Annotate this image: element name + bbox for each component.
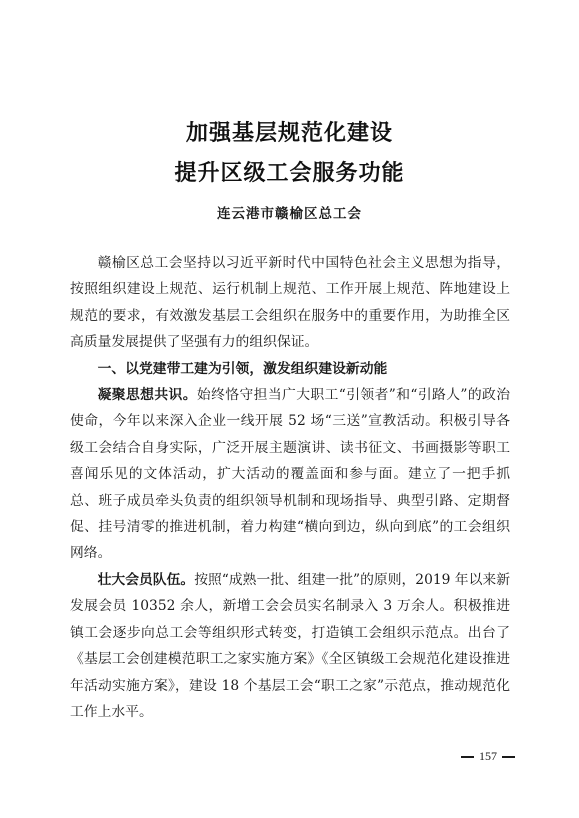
paragraph-lead-phrase: 凝聚思想共识。: [97, 387, 197, 404]
document-title-line-1: 加强基层规范化建设: [185, 120, 393, 146]
body-paragraph: [70, 382, 510, 567]
page-number-right-dash: [502, 756, 515, 758]
paragraph-text: 按照“成熟一批、组建一批”的原则，2019 年以来新发展会员 10352 余人，新增工会会员实名制录入 3 万余人。积极推进镇工会逐步向总工会等组织形式转变，打造镇工会组织示范点。出台了《基层工会创建模范职工之家实施方案》《全区镇级工会规范化建设推进年活动实施方案》，建设 18 个基层工会“职工之家”示范点，推动规范化工作上水平。: [70, 571, 511, 720]
document-title-line-2: 提升区级工会服务功能: [174, 160, 405, 186]
page-number-left-dash: [461, 756, 474, 758]
document-author: 连云港市赣榆区总工会: [217, 206, 362, 222]
paragraph-text: 始终恪守担当广大职工“引领者”和“引路人”的政治使命，今年以来深入企业一线开展 52 场“三送”宣教活动。积极引导各级工会结合自身实际，广泛开展主题演讲、读书征文、书画摄影等职工喜闻乐见的文体活动，扩大活动的覆盖面和参与面。建立了一把手抓总、班子成员牵头负责的组织领导机制和现场指导、典型引路、定期督促、挂号清零的推进机制，着力构建“横向到边，纵向到底”的工会组织网络。: [70, 387, 511, 562]
document-body: [70, 250, 510, 725]
intro-paragraph: 赣榆区总工会坚持以习近平新时代中国特色社会主义思想为指导，按照组织建设上规范、运行机制上规范、工作开展上规范、阵地建设上规范的要求，有效激发基层工会组织在服务中的重要作用，为助推全区高质量发展提供了坚强有力的组织保证。: [70, 255, 510, 351]
section-heading: 一、以党建带工建为引领，激发组织建设新动能: [97, 360, 388, 377]
page-footer: [461, 749, 515, 764]
page-number: 157: [479, 749, 497, 763]
body-paragraph: [70, 567, 510, 725]
paragraph-lead-phrase: 壮大会员队伍。: [97, 571, 195, 588]
